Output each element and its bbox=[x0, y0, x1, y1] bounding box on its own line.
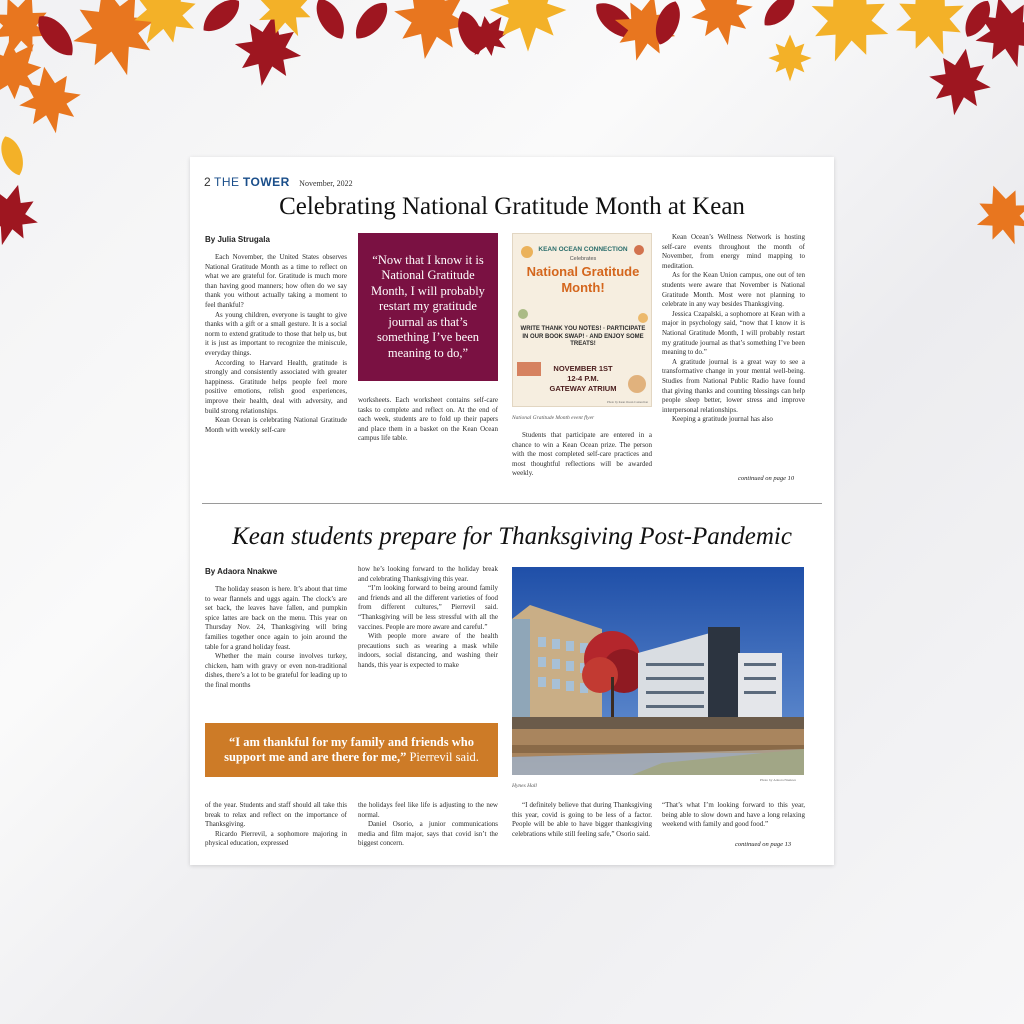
masthead-tower: TOWER bbox=[242, 175, 290, 189]
leaf-cluster-right bbox=[966, 176, 1024, 254]
article1-column-1 bbox=[205, 253, 347, 435]
newspaper-page bbox=[190, 157, 834, 865]
section-divider bbox=[202, 503, 822, 504]
paragraph: Ricardo Pierrevil, a sophomore majoring in physical education, expressed bbox=[205, 829, 347, 848]
flyer-celebrates: Celebrates bbox=[569, 256, 597, 262]
paragraph: how he’s looking forward to the holiday break and celebrating Thanksgiving this year. bbox=[358, 565, 498, 583]
article2-byline: By Adaora Nnakwe bbox=[205, 567, 278, 576]
paragraph: The holiday season is here. It’s about that time to wear flannels and uggs again. The clock’s are set back, the leaves have fallen, and pumpkin spice lattes are back on the menu. This year on Thursday Nov. 24, Thanksgiving will bring families together once again to join around the table for a grand holiday feast. bbox=[205, 585, 347, 651]
building-photo-illustration bbox=[512, 567, 804, 775]
paragraph: As for the Kean Union campus, one out of ten students were aware that November is National Gratitude Month. Most were not planning to celebrate in any way besides Thanksgiving. bbox=[662, 271, 805, 309]
paragraph: Whether the main course involves turkey, chicken, ham with gravy or even non-traditional dishes, there’s a lot to be grateful for leading up to the final months bbox=[205, 652, 347, 689]
article1-column-2 bbox=[358, 396, 498, 444]
flyer-caption: National Gratitude Month event flyer bbox=[512, 415, 595, 421]
hynes-hall-photo bbox=[512, 567, 804, 775]
article2-pull-quote bbox=[205, 723, 498, 777]
issue-date: November, 2022 bbox=[299, 179, 353, 188]
flyer-photo-credit: Photo by Kean Ocean Connection bbox=[607, 400, 648, 404]
paragraph: “I’m looking forward to being around family and friends and all the different varieties of food from different cultures,” Pierrevil said. “Thanksgiving will be less stressful with all the vaccines. People are more aware and careful.” bbox=[358, 584, 498, 631]
article2-column-1 bbox=[205, 585, 347, 691]
flyer-date: NOVEMBER 1ST bbox=[553, 364, 613, 373]
article2-column-4b bbox=[662, 801, 805, 830]
masthead-the: THE bbox=[214, 175, 240, 189]
event-flyer-image bbox=[512, 233, 652, 407]
photo-caption: Hynes Hall bbox=[512, 783, 537, 789]
pull-quote-text: “Now that I know it is National Gratitude Month, I will probably restart my gratitude journal as that’s something I’ve been meaning to do,” bbox=[371, 252, 485, 360]
article1-pull-quote bbox=[358, 233, 498, 381]
paragraph: Kean Ocean’s Wellness Network is hosting self-care events throughout the month of November, from energy mind mapping to meditation. bbox=[662, 233, 805, 270]
leaf-cluster-left bbox=[0, 24, 87, 253]
photo-credit: Photo by Adaora Nnakwe bbox=[760, 778, 797, 782]
article2-column-2 bbox=[358, 565, 498, 671]
paragraph: “That’s what I’m looking forward to this year, being able to slow down and have a long relaxing weekend with family and good food.” bbox=[662, 801, 805, 829]
flyer-date-block bbox=[513, 364, 652, 394]
article2-column-2b bbox=[358, 801, 498, 849]
paragraph: Each November, the United States observes National Gratitude Month as a time to reflect on what we are grateful for. Gratitude is much more than having good manners; how often do we say thank you without actually taking a moment to feel thankful? bbox=[205, 253, 347, 309]
paragraph: Jessica Czapalski, a sophomore at Kean with a major in psychology said, “now that I know it is National Gratitude Month, I will probably restart my gratitude journal as that’s something I’ve been meaning to do.” bbox=[662, 309, 805, 357]
paragraph: Kean Ocean is celebrating National Gratitude Month with weekly self-care bbox=[205, 416, 347, 434]
page-number: 2 bbox=[204, 175, 211, 189]
paragraph: With people more aware of the health precautions such as wearing a mask while indoors, social distancing, and washing their hands, this year is expected to make bbox=[358, 632, 498, 669]
flyer-title: National Gratitude Month! bbox=[526, 264, 640, 295]
paragraph: According to Harvard Health, gratitude is strongly and consistently associated with greater happiness. Gratitude helps people feel more positive emotions, relish good experiences, improve their health, deal with adversity, and build strong relationships. bbox=[205, 358, 347, 415]
flyer-activities: WRITE THANK YOU NOTES! · PARTICIPATE IN OUR BOOK SWAP! · AND ENJOY SOME TREATS! bbox=[520, 326, 646, 347]
article2-column-1b bbox=[205, 801, 347, 849]
paragraph: Keeping a gratitude journal has also bbox=[672, 415, 773, 424]
page-header bbox=[204, 175, 353, 189]
pull-quote-text: “I am thankful for my family and friends who support me and are there for me,” bbox=[224, 735, 474, 764]
paragraph: worksheets. Each worksheet contains self-care tasks to complete and reflect on. At the end of each week, students are to fold up their papers and place them in a basket on the Kean Ocean campus life table. bbox=[358, 396, 498, 443]
paragraph: Students that participate are entered in a chance to win a Kean Ocean prize. The person with the most completed self-care practices and most thoughtful reflections will be awarded weekly. bbox=[512, 431, 652, 478]
paragraph: the holidays feel like life is adjusting to the new normal. bbox=[358, 801, 498, 819]
article1-column-3 bbox=[512, 431, 652, 479]
paragraph: Daniel Osorio, a junior communications media and film major, says that covid isn’t the biggest concern. bbox=[358, 820, 498, 848]
paragraph: “I definitely believe that during Thanksgiving this year, covid is going to be less of a factor. People will be able to have bigger thanksgiving celebrations while still feeling safe,” Osorio said. bbox=[512, 801, 652, 838]
flyer-org: KEAN OCEAN CONNECTION bbox=[538, 246, 628, 253]
article1-column-4 bbox=[662, 233, 805, 425]
article2-headline: Kean students prepare for Thanksgiving Post-Pandemic bbox=[232, 523, 792, 550]
paragraph: As young children, everyone is taught to give thanks with a gift or a small gesture. It is a social norm to extend gratitude to those that help us, but it is just as important to recognize the miniscule, everyday things. bbox=[205, 310, 347, 357]
article1-byline: By Julia Strugala bbox=[205, 235, 270, 244]
paragraph: A gratitude journal is a great way to see a transformative change in your mental well-being. Studies from National Public Radio have found that giving thanks and counting blessings can help people sleep better, lower stress and improve interpersonal relationships. bbox=[662, 357, 805, 414]
flyer-place: GATEWAY ATRIUM bbox=[549, 384, 617, 393]
article1-continued: continued on page 10 bbox=[738, 475, 795, 482]
flyer-time: 12-4 P.M. bbox=[567, 374, 599, 383]
article2-continued: continued on page 13 bbox=[735, 841, 792, 848]
leaf-cluster-top bbox=[0, 0, 1024, 121]
article2-column-3b bbox=[512, 801, 652, 839]
article1-headline: Celebrating National Gratitude Month at Kean bbox=[279, 193, 745, 220]
pull-quote-attribution: Pierrevil said. bbox=[406, 750, 479, 764]
paragraph: of the year. Students and staff should all take this break to relax and reflect on the importance of Thanksgiving. bbox=[205, 801, 347, 829]
